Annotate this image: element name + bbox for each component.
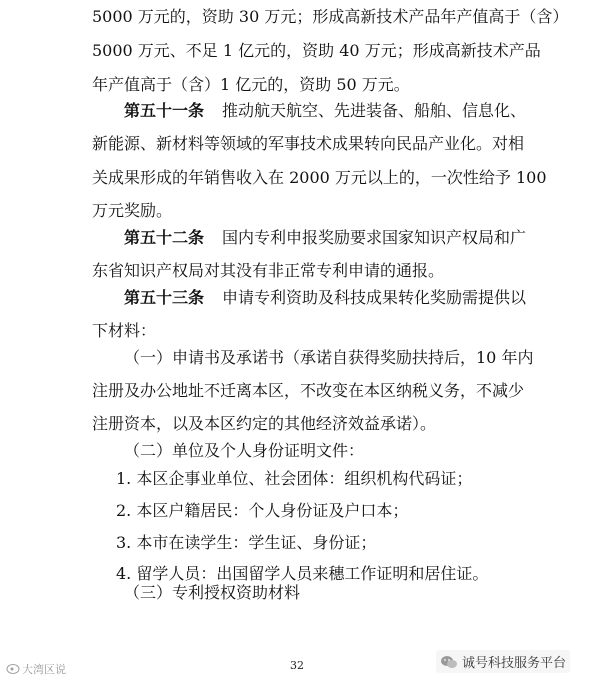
article-51-heading: 第五十一条 (124, 101, 205, 120)
weibo-icon (6, 662, 20, 677)
line-5: 新能源、新材料等领域的军事技术成果转向民品产业化。对相 (92, 134, 525, 153)
wechat-icon (440, 655, 458, 669)
watermark-left-text: 大湾区说 (22, 663, 66, 676)
page-number: 32 (290, 659, 304, 672)
article-52: 第五十二条 国内专利申报奖励要求国家知识产权局和广 (124, 228, 527, 247)
item-3: （三）专利授权资助材料 (124, 583, 301, 602)
line-13: 注册及办公地址不迁离本区，不改变在本区纳税义务，不减少 (92, 381, 525, 400)
sub-item-2: 2. 本区户籍居民：个人身份证及户口本； (116, 501, 409, 520)
watermark-right-text: 诚号科技服务平台 (462, 656, 567, 671)
line-11: 下材料： (92, 321, 157, 340)
line-6: 关成果形成的年销售收入在 2000 万元以上的，一次性给予 100 (92, 168, 547, 187)
sub-item-1: 1. 本区企事业单位、社会团体：组织机构代码证； (116, 469, 473, 488)
watermark-right (436, 650, 570, 673)
article-53-heading: 第五十三条 (124, 288, 205, 307)
item-2: （二）单位及个人身份证明文件： (124, 441, 365, 460)
line-1: 5000 万元的，资助 30 万元；形成高新技术产品年产值高于（含） (92, 7, 569, 26)
line-2: 5000 万元、不足 1 亿元的，资助 40 万元；形成高新技术产品 (92, 41, 541, 60)
item-1: （一）申请书及承诺书（承诺自获得奖励扶持后，10 年内 (124, 348, 534, 367)
line-9: 东省知识产权局对其没有非正常专利申请的通报。 (92, 261, 445, 280)
sub-item-3: 3. 本市在读学生：学生证、身份证； (116, 533, 377, 552)
line-3: 年产值高于（含）1 亿元的，资助 50 万元。 (92, 75, 410, 94)
article-51: 第五十一条 推动航天航空、先进装备、船舶、信息化、 (124, 101, 527, 120)
article-53: 第五十三条 申请专利资助及科技成果转化奖励需提供以 (124, 288, 527, 307)
sub-item-4: 4. 留学人员：出国留学人员来穗工作证明和居住证。 (116, 564, 489, 583)
line-14: 注册资本，以及本区约定的其他经济效益承诺）。 (92, 414, 437, 433)
article-52-heading: 第五十二条 (124, 228, 205, 247)
watermark-left (6, 661, 66, 677)
line-7: 万元奖励。 (92, 201, 173, 220)
